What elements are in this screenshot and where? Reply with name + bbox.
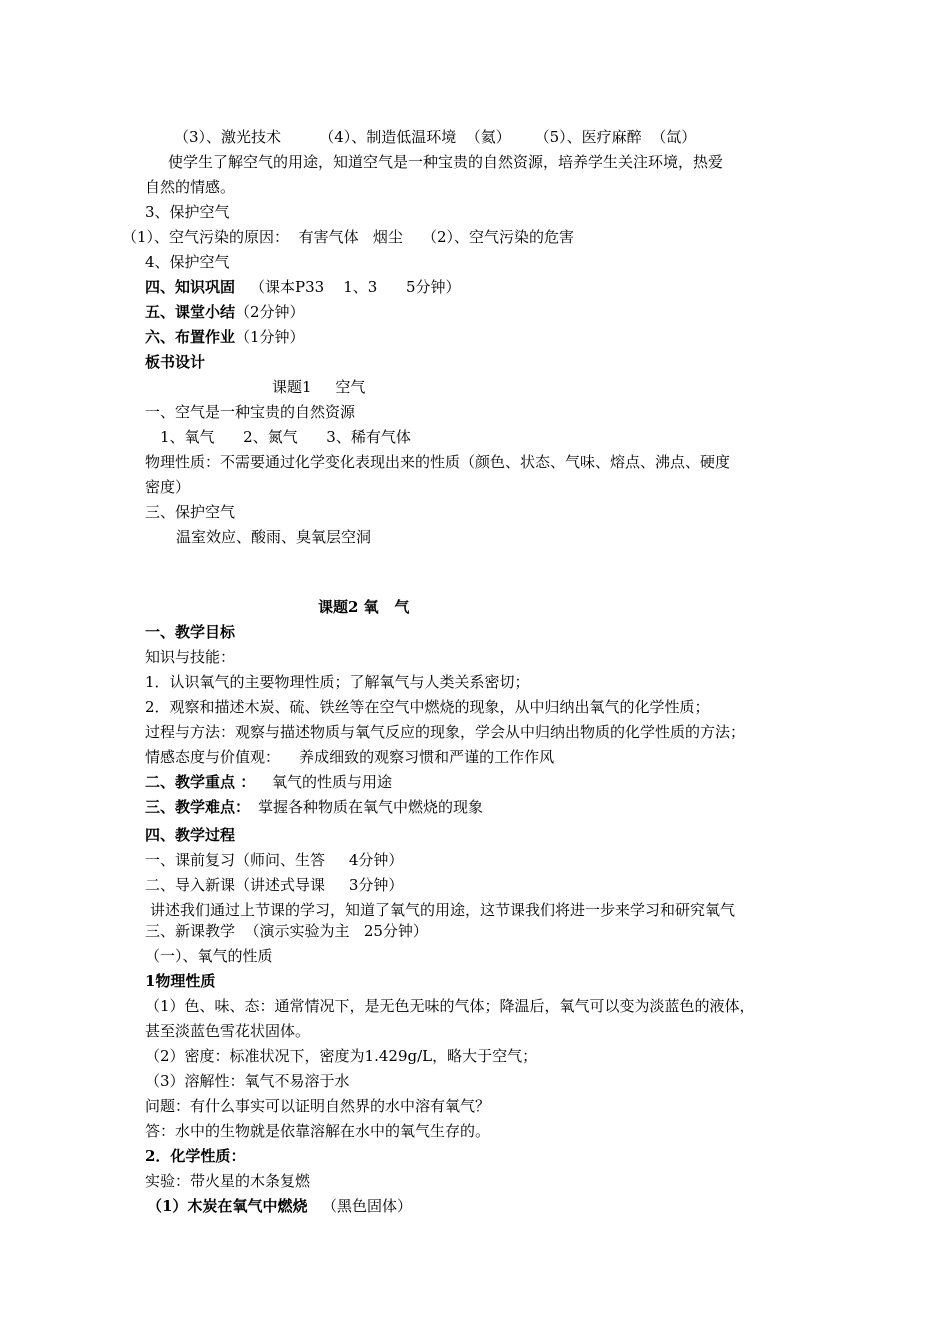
section-heading: 二、教学重点 ： <box>145 773 256 791</box>
text-line: 3、保护空气 <box>145 203 230 221</box>
text-line: 4、保护空气 <box>145 253 230 271</box>
text-line: （课本P33 1、3 5分钟） <box>250 278 461 296</box>
text-line: 二、导入新课（讲述式导课 3分钟） <box>145 876 404 894</box>
section-heading: 四、知识巩固 <box>145 278 236 296</box>
text-line: （1分钟） <box>235 328 305 346</box>
section-heading: 四、教学过程 <box>145 826 236 844</box>
section-heading: 三、教学难点： <box>145 798 251 816</box>
text-line: 1．认识氧气的主要物理性质；了解氧气与人类关系密切； <box>145 673 530 691</box>
text-line: （2分钟） <box>235 303 305 321</box>
section-heading: 一、教学目标 <box>145 623 236 641</box>
text-line: （一）、氧气的性质 <box>145 947 273 965</box>
text-line: 讲述我们通过上节课的学习，知道了氧气的用途，这节课我们将进一步来学习和研究氧气 <box>150 901 736 919</box>
text-line: 过程与方法：观察与描述物质与氧气反应的现象，学会从中归纳出物质的化学性质的方法； <box>145 723 746 741</box>
text-line: （1）、空气污染的原因： 有害气体 烟尘 （2）、空气污染的危害 <box>122 228 575 246</box>
text-line: 三、新课教学 （演示实验为主 25分钟） <box>145 922 428 940</box>
text-line: （2）密度：标准状况下，密度为1.429g/L，略大于空气； <box>145 1047 538 1065</box>
text-line: 知识与技能： <box>145 648 236 666</box>
text-line: 氧气的性质与用途 <box>272 773 393 791</box>
text-line: 问题：有什么事实可以证明自然界的水中溶有氧气？ <box>145 1097 491 1115</box>
text-line: 1、氧气 2、氮气 3、稀有气体 <box>160 428 411 446</box>
text-line: 温室效应、酸雨、臭氧层空洞 <box>176 528 372 546</box>
section-heading: 1物理性质 <box>145 972 216 990</box>
text-line: （1）色、味、态：通常情况下，是无色无味的气体；降温后，氧气可以变为淡蓝色的液体， <box>145 997 755 1015</box>
text-line: 使学生了解空气的用途，知道空气是一种宝贵的自然资源，培养学生关注环境，热爱 <box>168 153 724 171</box>
section-heading: 五、课堂小结 <box>145 303 236 321</box>
text-line: （3）溶解性：氧气不易溶于水 <box>145 1072 350 1090</box>
text-line: 甚至淡蓝色雪花状固体。 <box>145 1022 311 1040</box>
text-line: 三、保护空气 <box>145 503 236 521</box>
text-line: 物理性质：不需要通过化学变化表现出来的性质（颜色、状态、气味、熔点、沸点、硬度 <box>145 453 731 471</box>
text-line: 自然的情感。 <box>145 178 236 196</box>
text-line: 掌握各种物质在氧气中燃烧的现象 <box>258 798 484 816</box>
text-line: 密度） <box>145 478 191 496</box>
section-heading: 2．化学性质： <box>145 1147 246 1165</box>
text-line: 情感态度与价值观： 养成细致的观察习惯和严谨的工作作风 <box>145 748 555 766</box>
text-line: 实验：带火星的木条复燃 <box>145 1172 311 1190</box>
section-heading: 板书设计 <box>145 353 206 371</box>
section-heading: 六、布置作业 <box>145 328 236 346</box>
text-line: （3）、激光技术 （4）、制造低温环境 （氦） （5）、医疗麻醉 （氙） <box>174 128 697 146</box>
text-line: （黑色固体） <box>322 1197 413 1215</box>
text-line: 答：水中的生物就是依靠溶解在水中的氧气生存的。 <box>145 1122 491 1140</box>
section-heading: （1）木炭在氧气中燃烧 <box>147 1197 308 1215</box>
text-line: 一、空气是一种宝贵的自然资源 <box>145 403 356 421</box>
text-line: 一、课前复习（师问、生答 4分钟） <box>145 851 404 869</box>
text-line: 2．观察和描述木炭、硫、铁丝等在空气中燃烧的现象，从中归纳出氧气的化学性质； <box>145 698 710 716</box>
board-title: 课题1 空气 <box>272 378 366 396</box>
lesson-title: 课题2 氧 气 <box>318 598 410 616</box>
